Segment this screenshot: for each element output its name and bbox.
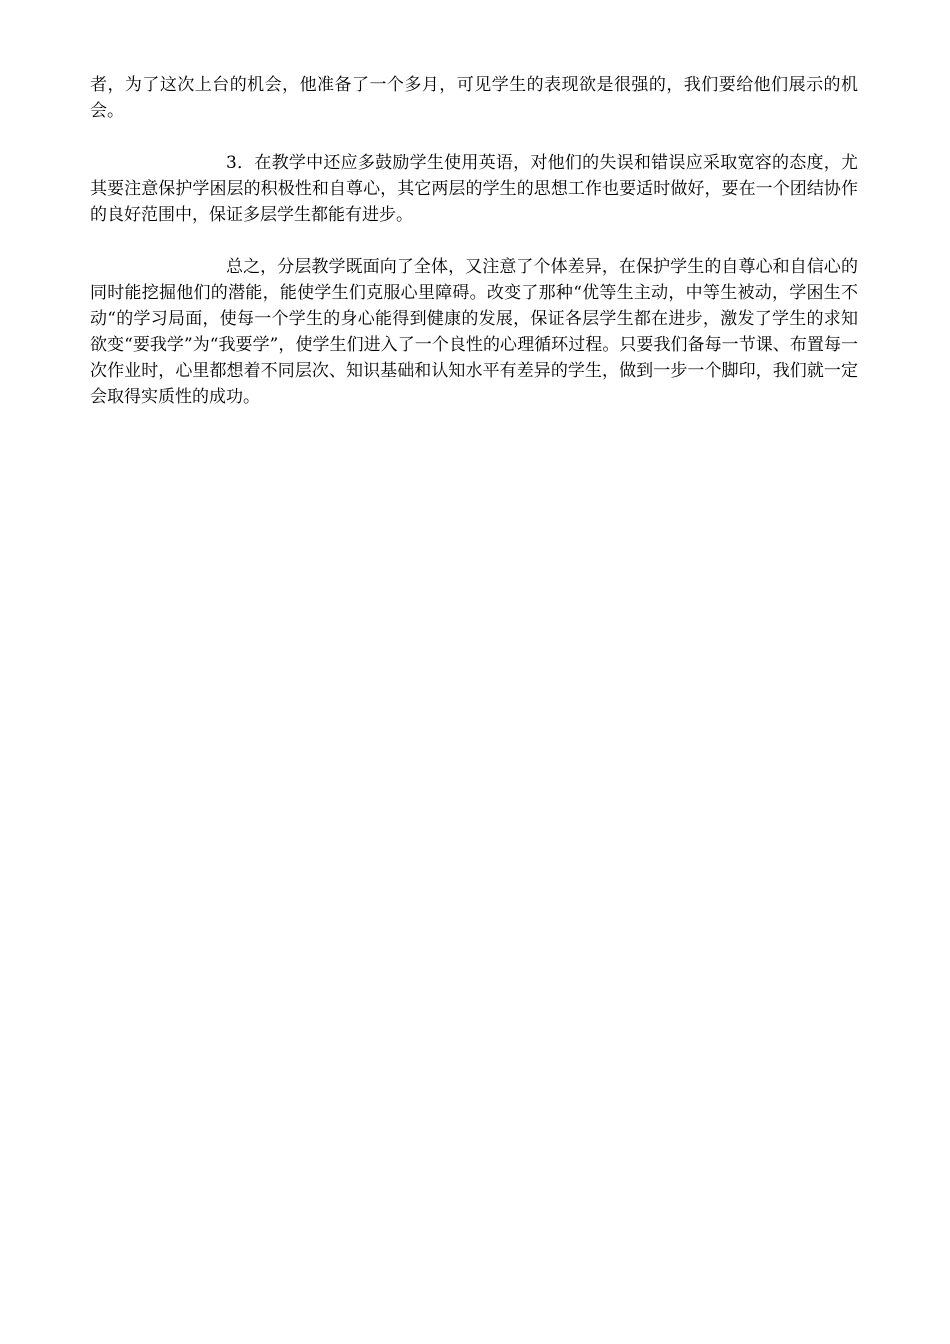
document-page [90,72,858,436]
paragraph-point-3: 3．在教学中还应多鼓励学生使用英语，对他们的失误和错误应采取宽容的态度，尤其要注意保护学困层的积极性和自尊心，其它两层的学生的思想工作也要适时做好，要在一个团结协作的良好范围中，保证多层学生都能有进步。 [90,153,858,225]
paragraph-continuation: 者，为了这次上台的机会，他准备了一个多月，可见学生的表现欲是很强的，我们要给他们展示的机会。 [90,75,858,121]
paragraph-conclusion: 总之，分层教学既面向了全体，又注意了个体差异，在保护学生的自尊心和自信心的同时能挖掘他们的潜能，能使学生们克服心里障碍。改变了那种“优等生主动，中等生被动，学困生不动“的学习局面，使每一个学生的身心能得到健康的发展，保证各层学生都在进步，激发了学生的求知欲变“要我学”为“我要学”，使学生们进入了一个良性的心理循环过程。只要我们备每一节课、布置每一次作业时，心里都想着不同层次、知识基础和认知水平有差异的学生，做到一步一个脚印，我们就一定会取得实质性的成功。 [90,257,858,407]
